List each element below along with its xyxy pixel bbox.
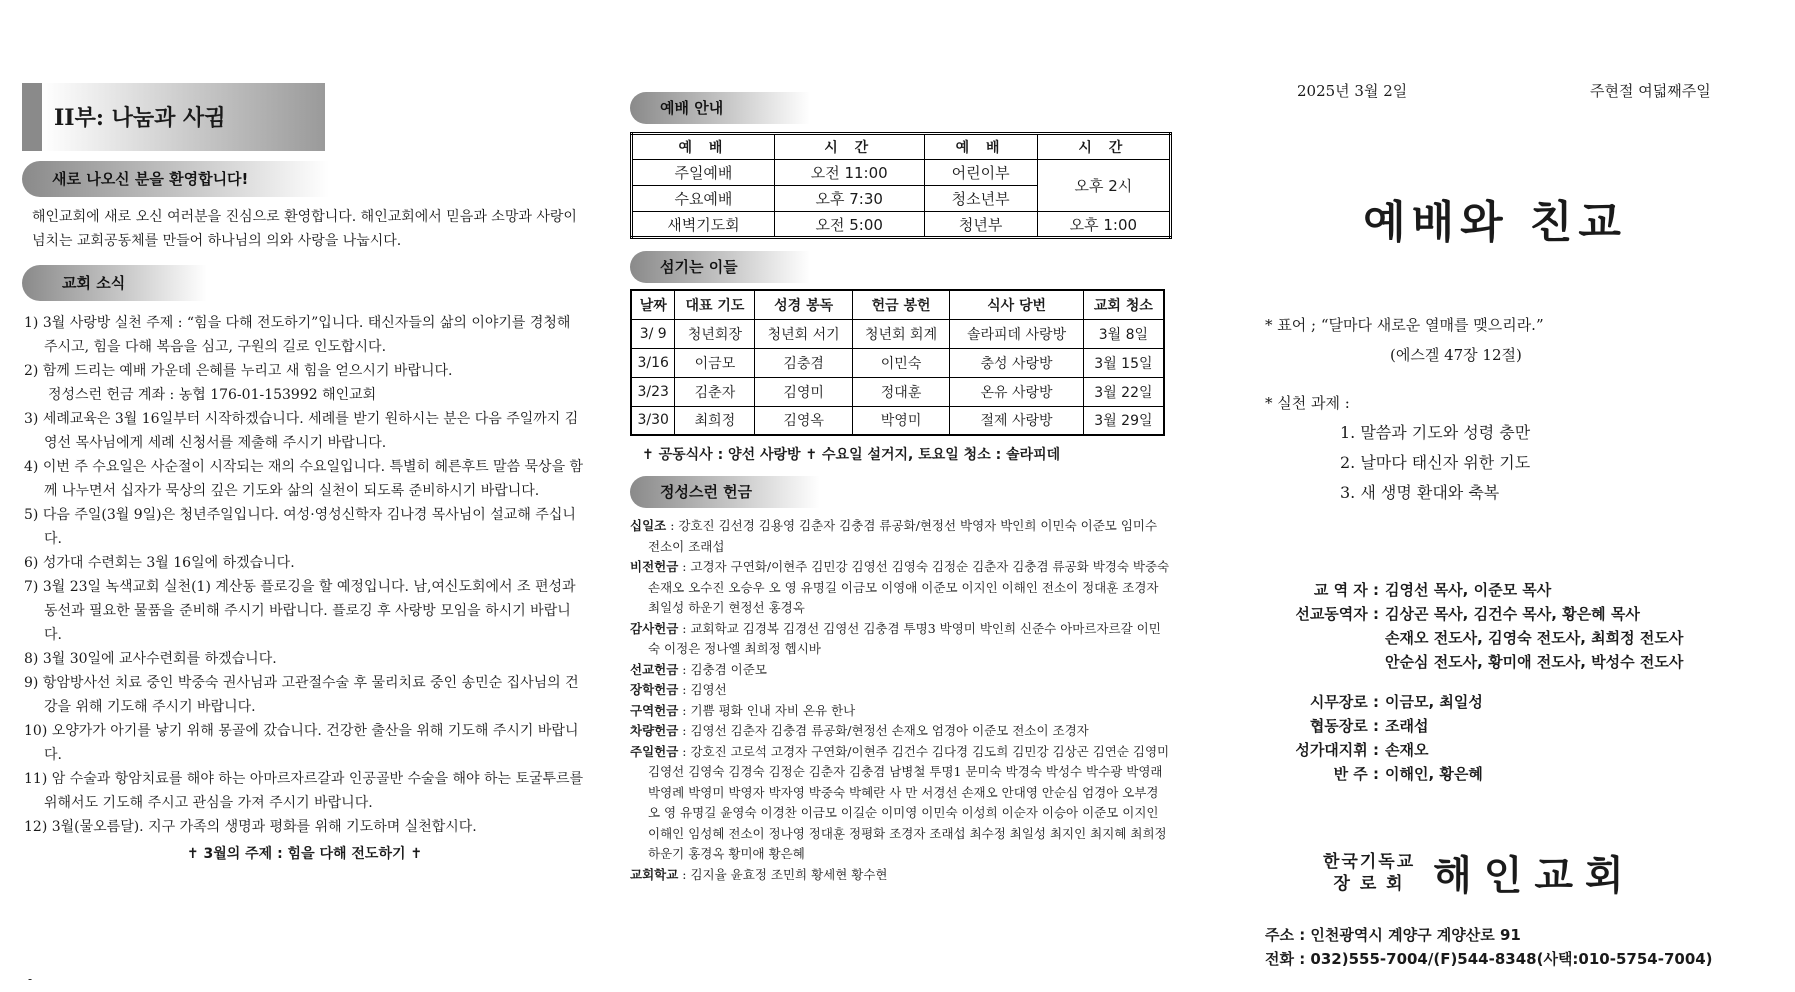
- offering-entry: [630, 516, 1172, 557]
- bulletin-header: [1265, 80, 1785, 102]
- column-header: 성경 봉독: [755, 290, 852, 319]
- table-cell: 청소년부: [924, 186, 1037, 212]
- task-item: 3. 새 생명 환대와 축복: [1340, 483, 1500, 502]
- servers-note: ✝ 공동식사 : 양선 사랑방 ✝ 수요일 설거지, 토요일 청소 : 솔라피데: [642, 447, 1061, 463]
- staff-label: [1265, 650, 1385, 674]
- staff-row: [1265, 578, 1785, 602]
- table-row: [631, 348, 1164, 377]
- offering-label: 구역헌금: [630, 702, 679, 718]
- motto-text: * 표어 ; “달마다 새로운 열매를 맺으리라.”: [1265, 316, 1544, 334]
- news-item: 9) 항암방사선 치료 중인 박중숙 권사님과 고관절수술 후 물리치료 중인 송민순 집사님의 건강을 위해 기도해 주시기 바랍니다.: [24, 675, 579, 715]
- monthly-theme: ✝ 3월의 주제 : 힘을 다해 전도하기 ✝: [186, 846, 423, 862]
- elder-row: [1265, 738, 1785, 762]
- motto-reference: (에스겔 47장 12절): [1390, 346, 1522, 364]
- elder-label: 성가대지휘 :: [1295, 741, 1379, 759]
- news-item: 8) 3월 30일에 교사수련회를 하겠습니다.: [24, 651, 277, 667]
- news-list: [22, 311, 587, 839]
- offering-names: : 교회학교 김경복 김경선 김영선 김충겸 투명3 박영미 박인희 신준수 아마르자르갈 이민숙 이정은 정나엘 최희정 헵시바: [648, 620, 1161, 656]
- news-item: 6) 성가대 수련회는 3월 16일에 하겠습니다.: [24, 555, 295, 571]
- offering-entry: [630, 721, 1172, 742]
- servers-table: [630, 289, 1165, 436]
- table-cell: 청년회장: [675, 319, 755, 348]
- staff-value: 안순심 전도사, 황미애 전도사, 박성수 전도사: [1385, 653, 1684, 671]
- table-cell: 3/30: [631, 406, 675, 435]
- offerings-list: [630, 516, 1172, 885]
- tasks-block: [1265, 388, 1785, 508]
- welcome-text: 해인교회에 새로 오신 여러분을 진심으로 환영합니다. 해인교회에서 믿음과 소망과 사랑이 넘치는 교회공동체를 만들어 하나님의 의와 사랑을 나눕시다.: [32, 209, 577, 249]
- bulletin-date: 2025년 3월 2일: [1297, 82, 1408, 100]
- column-header: 예 배: [924, 134, 1037, 160]
- table-cell: 청년회 서기: [755, 319, 852, 348]
- offering-label: 교회학교: [630, 866, 679, 882]
- page-title: 예배와 친교: [1363, 197, 1627, 248]
- offering-label: 감사헌금: [630, 620, 679, 636]
- servers-heading: 섬기는 이들: [630, 251, 810, 283]
- offering-names: : 기쁨 평화 인내 자비 온유 한나: [678, 702, 856, 718]
- offering-entry: [630, 865, 1172, 886]
- table-cell: 오전 11:00: [774, 160, 924, 186]
- table-cell: 3월 15일: [1083, 348, 1164, 377]
- staff-value: 김영선 목사, 이준모 목사: [1385, 581, 1552, 599]
- table-cell: 수요예배: [632, 186, 775, 212]
- table-cell: 오후 1:00: [1037, 212, 1170, 238]
- column-header: 시 간: [1037, 134, 1170, 160]
- table-cell: 솔라피데 사랑방: [950, 319, 1084, 348]
- liturgical-season: 주현절 여덟째주일: [1590, 82, 1711, 100]
- table-cell: 이금모: [675, 348, 755, 377]
- denomination-line: 장 로 회: [1333, 873, 1405, 894]
- table-cell: 김영미: [755, 377, 852, 406]
- elder-value: 조래섭: [1385, 717, 1429, 735]
- table-cell: 오후 7:30: [774, 186, 924, 212]
- staff-value: 김상곤 목사, 김건수 목사, 황은혜 목사: [1385, 605, 1640, 623]
- table-cell: 3/16: [631, 348, 675, 377]
- elder-value: 이금모, 최일성: [1385, 693, 1483, 711]
- column-header: 예 배: [632, 134, 775, 160]
- offering-label: 비전헌금: [630, 559, 679, 574]
- news-item: 2) 함께 드리는 예배 가운데 은혜를 누리고 새 힘을 얻으시기 바랍니다.: [24, 363, 453, 379]
- column-header: 식사 당번: [950, 290, 1084, 319]
- elder-row: [1265, 714, 1785, 738]
- staff-label: [1265, 626, 1385, 650]
- table-cell: 3월 22일: [1083, 377, 1164, 406]
- table-cell: 3월 29일: [1083, 406, 1164, 435]
- services-heading: 예배 안내: [630, 92, 810, 124]
- table-row: [632, 212, 1171, 238]
- church-name-block: [1265, 844, 1785, 901]
- offering-entry: [630, 619, 1172, 660]
- church-address: 주소 : 인천광역시 계양구 계양산로 91: [1265, 926, 1521, 944]
- table-cell: 오후 2시: [1037, 160, 1170, 212]
- welcome-heading: 새로 나오신 분을 환영합니다!: [22, 161, 329, 197]
- offering-names: : 김충겸 이준모: [678, 661, 767, 677]
- table-header-row: [632, 134, 1171, 160]
- table-cell: 박영미: [852, 406, 949, 435]
- part-title-banner: [22, 83, 325, 151]
- offering-account: 정성스런 헌금 계좌 : 농협 176-01-153992 해인교회: [48, 387, 377, 403]
- staff-label: 교 역 자 :: [1313, 581, 1379, 599]
- staff-row: [1265, 626, 1785, 650]
- news-item: 1) 3월 사랑방 실천 주제 : “힘을 다해 전도하기”입니다. 태신자들의 삶의 이야기를 경청해 주시고, 힘을 다해 복음을 심고, 구원의 길로 인도합시다.: [24, 315, 571, 355]
- column-header: 대표 기도: [675, 290, 755, 319]
- elder-label: 반 주 :: [1333, 765, 1379, 783]
- table-cell: 주일예배: [632, 160, 775, 186]
- offering-entry: [630, 680, 1172, 701]
- news-item: 10) 오양가가 아기를 낳기 위해 몽골에 갔습니다. 건강한 출산을 위해 기도해 주시기 바랍니다.: [24, 723, 579, 763]
- table-row: [632, 160, 1171, 186]
- offering-entry: [630, 557, 1172, 619]
- offering-names: : 강호진 고로석 고경자 구연화/이현주 김건수 김다경 김도희 김민강 김상곤 김연순 김영미 김영선 김영숙 김경숙 김정순 김춘자 김충겸 남병철 투명1 문미숙 박경숙 박성수 박수광 박영래 박영례 박영미 박영자 박자영 박중숙 박혜란 사 만 서경선 손재오 안대영 안순심 엄경아 오부경 오 영 유명길 윤영숙 이경찬 이금모 이길순 이미영 이민숙 이성희 이순자 이승아 이준모 이지인 이해인 임성혜 전소이 정나영 정대훈 정평화 조경자 조래섭 최수정 최일성 최지인 최지혜 최희정 하운기 홍경옥 황미애 황은혜: [648, 743, 1170, 861]
- table-cell: 정대훈: [852, 377, 949, 406]
- column-header: 시 간: [774, 134, 924, 160]
- offering-entry: [630, 742, 1172, 865]
- part-title: II부: 나눔과 사귐: [54, 105, 226, 131]
- offerings-heading: 정성스런 헌금: [630, 476, 820, 508]
- offering-label: 차량헌금: [630, 723, 679, 738]
- denomination-line: 한국기독교: [1323, 851, 1416, 872]
- staff-row: [1265, 602, 1785, 626]
- table-cell: 3/23: [631, 377, 675, 406]
- spacer: [1265, 674, 1785, 690]
- table-cell: 충성 사랑방: [950, 348, 1084, 377]
- elder-value: 손재오: [1385, 741, 1429, 759]
- table-cell: 절제 사랑방: [950, 406, 1084, 435]
- table-cell: 최희정: [675, 406, 755, 435]
- left-column: [22, 83, 587, 863]
- offering-label: 선교헌금: [630, 661, 679, 677]
- right-column: [1265, 80, 1785, 971]
- page-mark: -: [28, 972, 33, 986]
- contact-block: [1265, 923, 1785, 971]
- service-schedule-table: [630, 132, 1172, 239]
- elder-row: [1265, 690, 1785, 714]
- column-header: 날짜: [631, 290, 675, 319]
- table-row: [631, 406, 1164, 435]
- offering-names: : 김지율 윤효정 조민희 황세현 황수현: [678, 866, 888, 882]
- table-row: [631, 319, 1164, 348]
- elder-row: [1265, 762, 1785, 786]
- table-cell: 김춘자: [675, 377, 755, 406]
- motto-block: [1265, 310, 1785, 370]
- offering-entry: [630, 660, 1172, 681]
- table-cell: 청년회 회계: [852, 319, 949, 348]
- table-cell: 어린이부: [924, 160, 1037, 186]
- task-item: 2. 날마다 태신자 위한 기도: [1340, 453, 1531, 472]
- offering-label: 십일조: [630, 518, 667, 533]
- denomination: [1323, 851, 1415, 895]
- tasks-heading: * 실천 과제 :: [1265, 394, 1350, 412]
- news-heading: 교회 소식: [22, 265, 207, 301]
- offering-names: : 강호진 김선경 김용영 김춘자 김충겸 류공화/현정선 박영자 박인희 이민숙 이준모 임미수 전소이 조래섭: [648, 518, 1158, 554]
- table-cell: 김충겸: [755, 348, 852, 377]
- task-item: 1. 말씀과 기도와 성령 충만: [1340, 423, 1531, 442]
- church-name: 해인교회: [1433, 853, 1636, 899]
- offering-names: : 김영선 김춘자 김충겸 류공화/현정선 손재오 엄경아 이준모 전소이 조경자: [678, 723, 1089, 738]
- table-cell: 새벽기도회: [632, 212, 775, 238]
- offering-label: 장학헌금: [630, 682, 679, 697]
- table-cell: 오전 5:00: [774, 212, 924, 238]
- staff-block: [1265, 578, 1785, 786]
- middle-column: [630, 92, 1172, 885]
- column-header: 교회 청소: [1083, 290, 1164, 319]
- staff-value: 손재오 전도사, 김영숙 전도사, 최희정 전도사: [1385, 629, 1684, 647]
- offering-entry: [630, 701, 1172, 722]
- news-item: 5) 다음 주일(3월 9일)은 청년주일입니다. 여성·영성신학자 김나경 목사님이 설교해 주십니다.: [24, 507, 576, 547]
- offering-names: : 김영선: [678, 682, 727, 697]
- column-header: 헌금 봉헌: [852, 290, 949, 319]
- offering-label: 주일헌금: [630, 743, 679, 759]
- table-cell: 3/ 9: [631, 319, 675, 348]
- elder-value: 이해인, 황은혜: [1385, 765, 1483, 783]
- staff-label: 선교동역자 :: [1295, 605, 1379, 623]
- church-phone: 전화 : 032)555-7004/(F)544-8348(사택:010-5754-7004): [1265, 950, 1713, 968]
- elder-label: 시무장로 :: [1309, 693, 1379, 711]
- news-item: 7) 3월 23일 녹색교회 실천(1) 계산동 플로깅을 할 예정입니다. 남,여신도회에서 조 편성과 동선과 필요한 물품을 준비해 주시기 바랍니다. 플로깅 후 사랑방 모임을 하시기 바랍니다.: [24, 579, 576, 643]
- table-row: [631, 377, 1164, 406]
- table-cell: 3월 8일: [1083, 319, 1164, 348]
- news-item: 12) 3월(물오름달). 지구 가족의 생명과 평화를 위해 기도하며 실천합시다.: [24, 819, 477, 835]
- table-header-row: [631, 290, 1164, 319]
- offering-names: : 고경자 구연화/이현주 김민강 김영선 김영숙 김정순 김춘자 김충겸 류공화 박경숙 박중숙 손재오 오수진 오승우 오 영 유명길 이금모 이영애 이준모 이지인 이해인 전소이 정대훈 조경자 최일성 하운기 현정선 홍경옥: [648, 559, 1170, 615]
- news-item: 11) 암 수술과 항암치료를 해야 하는 아마르자르갈과 인공골반 수술을 해야 하는 토굴투르를 위해서도 기도해 주시고 관심을 가져 주시기 바랍니다.: [24, 771, 584, 811]
- news-item: 3) 세례교육은 3월 16일부터 시작하겠습니다. 세례를 받기 원하시는 분은 다음 주일까지 김영선 목사님에게 세례 신청서를 제출해 주시기 바랍니다.: [24, 411, 579, 451]
- table-cell: 이민숙: [852, 348, 949, 377]
- table-cell: 온유 사랑방: [950, 377, 1084, 406]
- table-cell: 청년부: [924, 212, 1037, 238]
- elder-label: 협동장로 :: [1309, 717, 1379, 735]
- table-cell: 김영옥: [755, 406, 852, 435]
- news-item: 4) 이번 주 수요일은 사순절이 시작되는 재의 수요일입니다. 특별히 헤른후트 말씀 묵상을 함께 나누면서 십자가 묵상의 깊은 기도와 삶의 실천이 되도록 준비하시기 바랍니다.: [24, 459, 584, 499]
- staff-row: [1265, 650, 1785, 674]
